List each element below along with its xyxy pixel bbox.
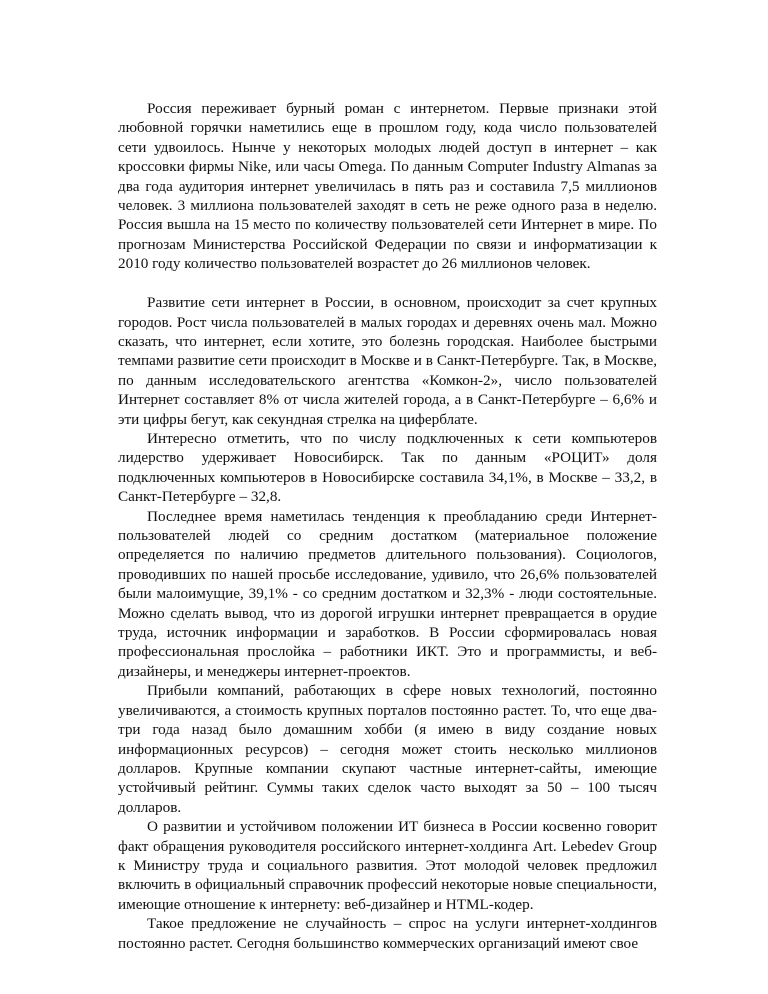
document-page — [118, 99, 657, 953]
paragraph-company-profits: Прибыли компаний, работающих в сфере новых технологий, постоянно увеличиваются, а стоимость крупных порталов постоянно растет. То, что еще два-три года назад было домашним хобби (я имею в виду создание новых информационных ресурсов) – сегодня может стоить несколько миллионов долларов. Крупные компании скупают частные интернет-сайты, имеющие устойчивый рейтинг. Суммы таких сделок часто выходят за 50 – 100 тысяч долларов. — [118, 682, 657, 816]
paragraph-it-business: О развитии и устойчивом положении ИТ бизнеса в России косвенно говорит факт обращения руководителя российского интернет-холдинга Art. Lebedev Group к Министру труда и социального развития. Этот молодой человек предложил включить в официальный справочник профессий некоторые новые специальности, имеющие отношение к интернету: веб-дизайнер и HTML-кодер. — [118, 818, 657, 913]
paragraph-city-development: Развитие сети интернет в России, в основном, происходит за счет крупных городов. Рост числа пользователей в малых городах и деревнях очень мал. Можно сказать, что интернет, если хотите, это болезнь городская. Наиболее быстрыми темпами развитие сети происходит в Москве и в Санкт-Петербурге. Так, в Москве, по данным исследовательского агентства «Комкон-2», число пользователей Интернет составляет 8% от числа жителей города, а в Санкт-Петербурге – 6,6% и эти цифры бегут, как секундная стрелка на циферблате. — [118, 294, 657, 428]
paragraph-internet-romance: Россия переживает бурный роман с интернетом. Первые признаки этой любовной горячки наметились еще в прошлом году, кода число пользователей сети удвоилось. Нынче у некоторых молодых людей доступ в интернет – как кроссовки фирмы Nike, или часы Omega. По данным Computer Industry Almanas за два года аудитория интернет увеличилась в пять раз и составила 7,5 миллионов человек. 3 миллиона пользователей заходят в сеть не реже одного раза в неделю. Россия вышла на 15 место по количеству пользователей сети Интернет в мире. По прогнозам Министерства Российской Федерации по связи и информатизации к 2010 году количество пользователей возрастет до 26 миллионов человек. — [118, 100, 657, 273]
paragraph-novosibirsk: Интересно отметить, что по числу подключенных к сети компьютеров лидерство удерживает Новосибирск. Так по данным «РОЦИТ» доля подключенных компьютеров в Новосибирске составила 34,1%, в Москве – 33,2, в Санкт-Петербурге – 32,8. — [118, 430, 657, 506]
paragraph-demand: Такое предложение не случайность – спрос на услуги интернет-холдингов постоянно растет. Сегодня большинство коммерческих организаций имеют свое — [118, 915, 657, 952]
paragraph-user-income: Последнее время наметилась тенденция к преобладанию среди Интернет-пользователей людей со средним достатком (материальное положение определяется по наличию предметов длительного пользования). Социологов, проводивших по нашей просьбе исследование, удивило, что 26,6% пользователей были малоимущие, 39,1% - со средним достатком и 32,3% - люди состоятельные. Можно сделать вывод, что из дорогой игрушки интернет превращается в орудие труда, источник информации и заработков. В России сформировалась новая профессиональная прослойка – работники ИКТ. Это и программисты, и веб-дизайнеры, и менеджеры интернет-проектов. — [118, 507, 657, 680]
